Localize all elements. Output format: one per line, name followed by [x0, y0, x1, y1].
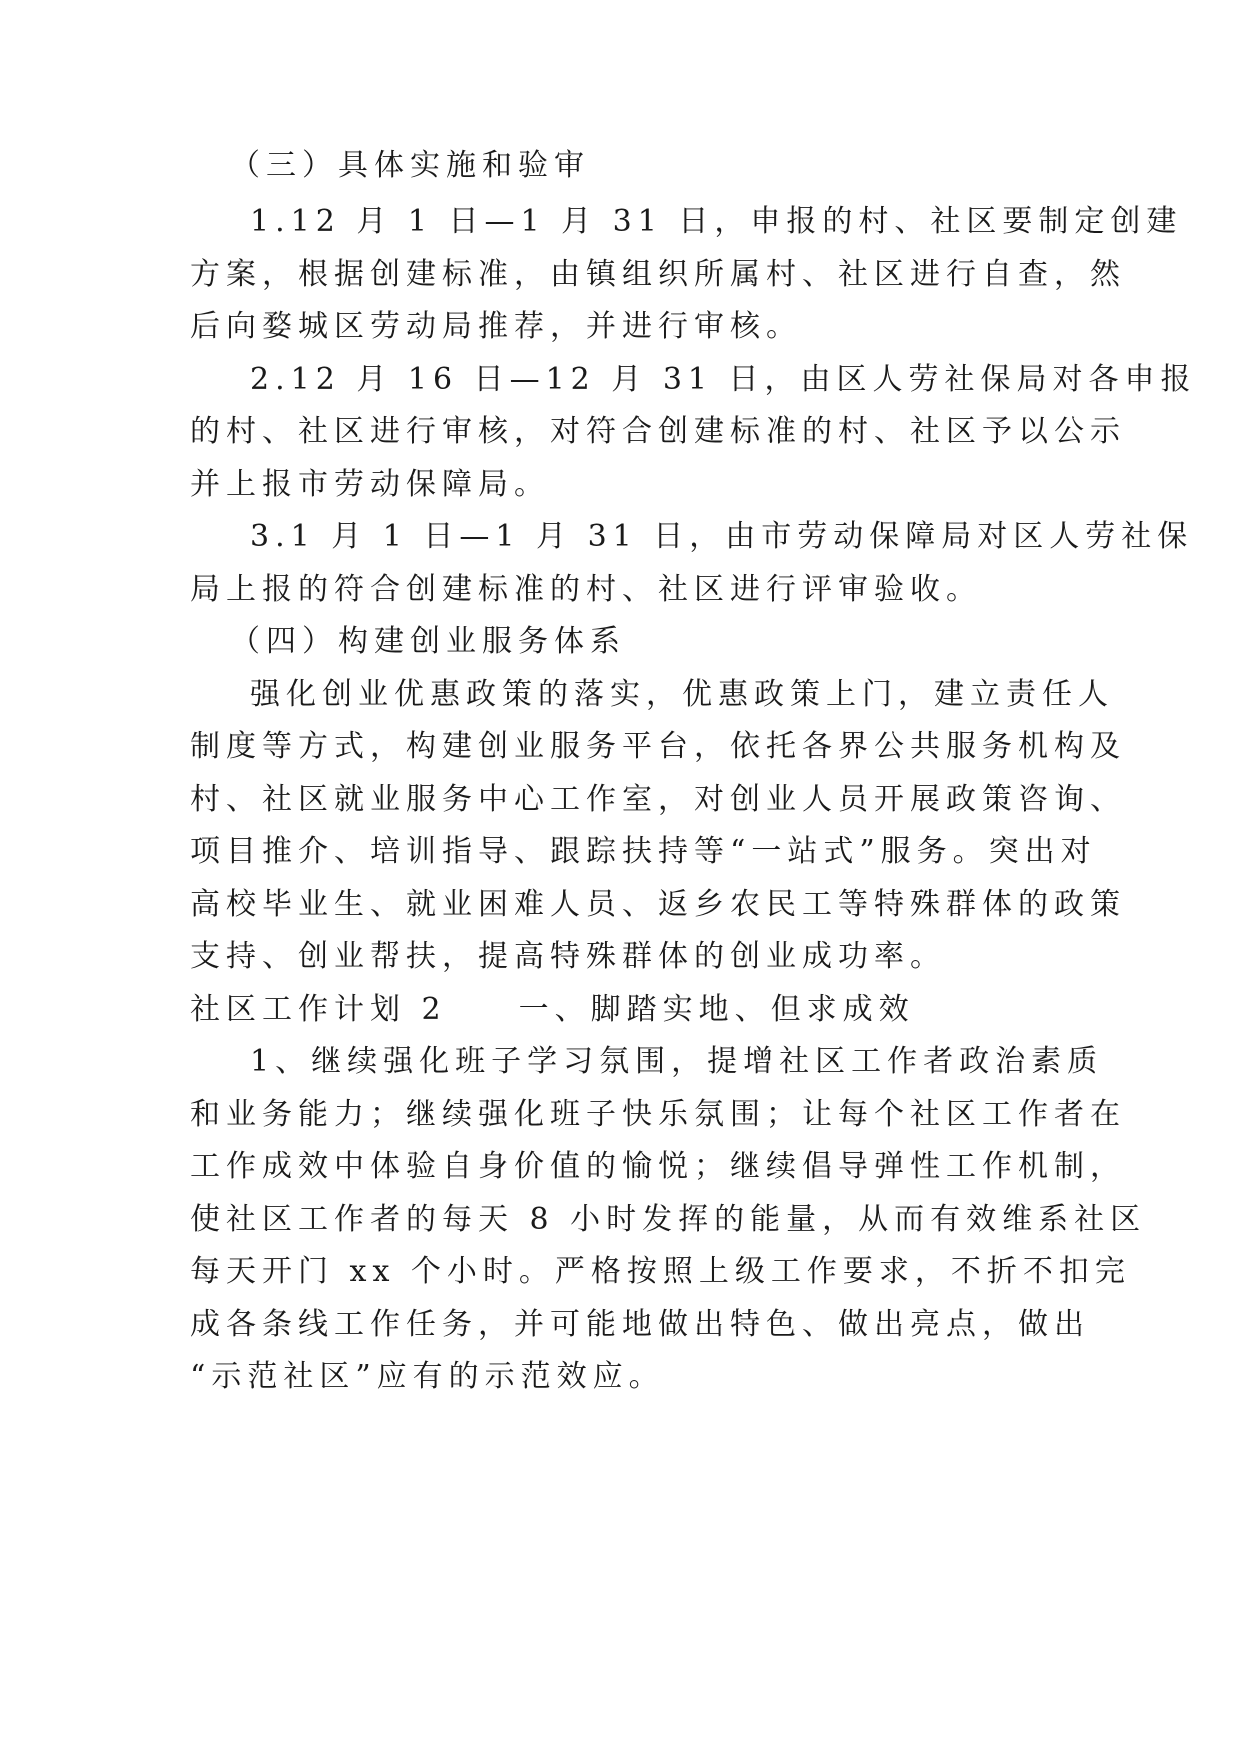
paragraph-2-line-1: 2.12 月 16 日—12 月 31 日，由区人劳社保局对各申报	[250, 362, 1197, 397]
paragraph-4-line-6: 支持、创业帮扶，提高特殊群体的创业成功率。	[190, 939, 946, 974]
paragraph-2-line-2: 的村、社区进行审核，对符合创建标准的村、社区予以公示	[190, 414, 1126, 449]
plan-title-line: 社区工作计划 2 一、脚踏实地、但求成效	[190, 992, 915, 1027]
paragraph-4-line-3: 村、社区就业服务中心工作室，对创业人员开展政策咨询、	[190, 782, 1126, 817]
paragraph-4-line-2: 制度等方式，构建创业服务平台，依托各界公共服务机构及	[190, 729, 1126, 764]
paragraph-5-line-2: 和业务能力；继续强化班子快乐氛围；让每个社区工作者在	[190, 1097, 1126, 1132]
paragraph-1-line-3: 后向婺城区劳动局推荐，并进行审核。	[190, 309, 802, 344]
section-heading-3: （三）具体实施和验审	[230, 148, 590, 183]
paragraph-4-line-4: 项目推介、培训指导、跟踪扶持等“一站式”服务。突出对	[190, 834, 1097, 869]
paragraph-5-line-4: 使社区工作者的每天 8 小时发挥的能量，从而有效维系社区	[190, 1202, 1147, 1237]
paragraph-3-line-2: 局上报的符合创建标准的村、社区进行评审验收。	[190, 572, 982, 607]
section-heading-4: （四）构建创业服务体系	[230, 624, 626, 659]
paragraph-4-line-1: 强化创业优惠政策的落实，优惠政策上门，建立责任人	[250, 677, 1114, 712]
paragraph-2-line-3: 并上报市劳动保障局。	[190, 467, 550, 502]
paragraph-1-line-2: 方案，根据创建标准，由镇组织所属村、社区进行自查，然	[190, 257, 1126, 292]
paragraph-4-line-5: 高校毕业生、就业困难人员、返乡农民工等特殊群体的政策	[190, 887, 1126, 922]
paragraph-5-line-6: 成各条线工作任务，并可能地做出特色、做出亮点，做出	[190, 1307, 1090, 1342]
paragraph-3-line-1: 3.1 月 1 日—1 月 31 日，由市劳动保障局对区人劳社保	[250, 519, 1194, 554]
paragraph-5-line-5: 每天开门 xx 个小时。严格按照上级工作要求，不折不扣完	[190, 1254, 1131, 1289]
paragraph-5-line-7: “示范社区”应有的示范效应。	[190, 1359, 665, 1394]
paragraph-1-line-1: 1.12 月 1 日—1 月 31 日，申报的村、社区要制定创建	[250, 204, 1183, 239]
paragraph-5-line-3: 工作成效中体验自身价值的愉悦；继续倡导弹性工作机制，	[190, 1149, 1126, 1184]
paragraph-5-line-1: 1、继续强化班子学习氛围，提增社区工作者政治素质	[250, 1044, 1104, 1079]
